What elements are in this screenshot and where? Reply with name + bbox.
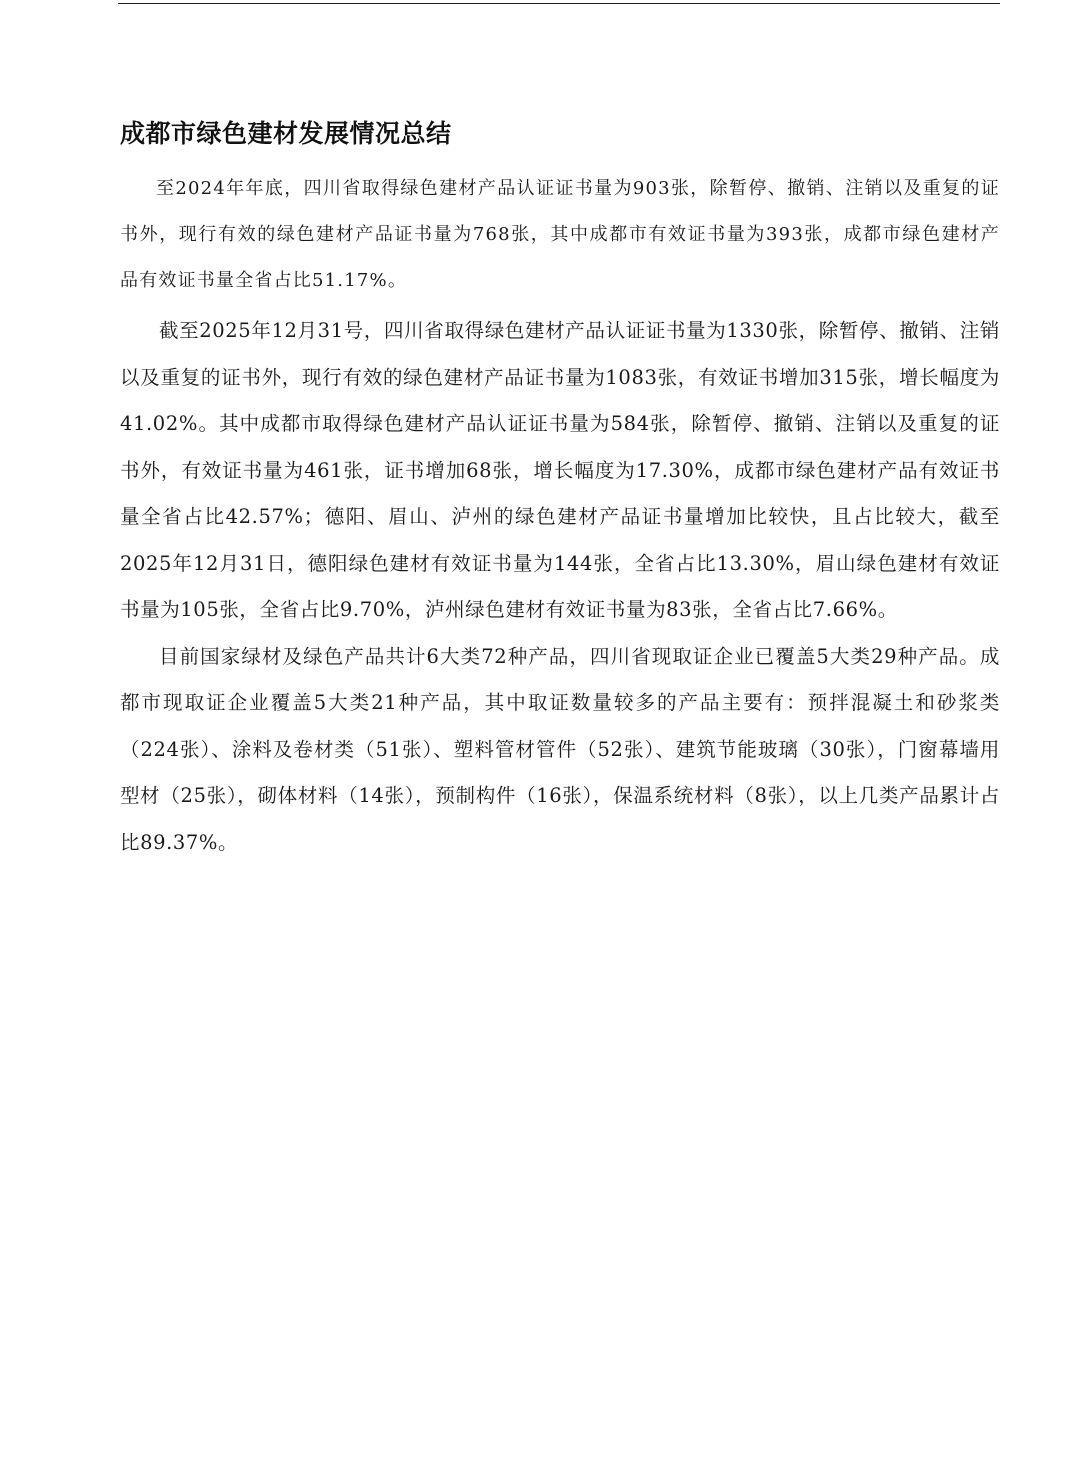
document-title: 成都市绿色建材发展情况总结	[120, 119, 452, 148]
paragraph-2024-summary: 至2024年年底，四川省取得绿色建材产品认证证书量为903张，除暂停、撤销、注销以及重复的证书外，现行有效的绿色建材产品证书量为768张，其中成都市有效证书量为393张，成都市绿色建材产品有效证书量全省占比51.17%。	[120, 178, 1000, 291]
paragraph-product-categories: 目前国家绿材及绿色产品共计6大类72种产品，四川省现取证企业已覆盖5大类29种产品。成都市现取证企业覆盖5大类21种产品，其中取证数量较多的产品主要有：预拌混凝土和砂浆类（224张）、涂料及卷材类（51张）、塑料管材管件（52张）、建筑节能玻璃（30张），门窗幕墙用型材（25张），砌体材料（14张），预制构件（16张），保温系统材料（8张），以上几类产品累计占比89.37%。	[120, 644, 1000, 854]
document-body	[120, 166, 1000, 866]
header-rule	[118, 3, 1000, 4]
paragraph-2025-summary: 截至2025年12月31号，四川省取得绿色建材产品认证证书量为1330张，除暂停、撤销、注销以及重复的证书外，现行有效的绿色建材产品证书量为1083张，有效证书增加315张，增长幅度为41.02%。其中成都市取得绿色建材产品认证证书量为584张，除暂停、撤销、注销以及重复的证书外，有效证书量为461张，证书增加68张，增长幅度为17.30%，成都市绿色建材产品有效证书量全省占比42.57%；德阳、眉山、泸州的绿色建材产品证书量增加比较快，且占比较大，截至2025年12月31日，德阳绿色建材有效证书量为144张，全省占比13.30%，眉山绿色建材有效证书量为105张，全省占比9.70%，泸州绿色建材有效证书量为83张，全省占比7.66%。	[120, 319, 1000, 621]
